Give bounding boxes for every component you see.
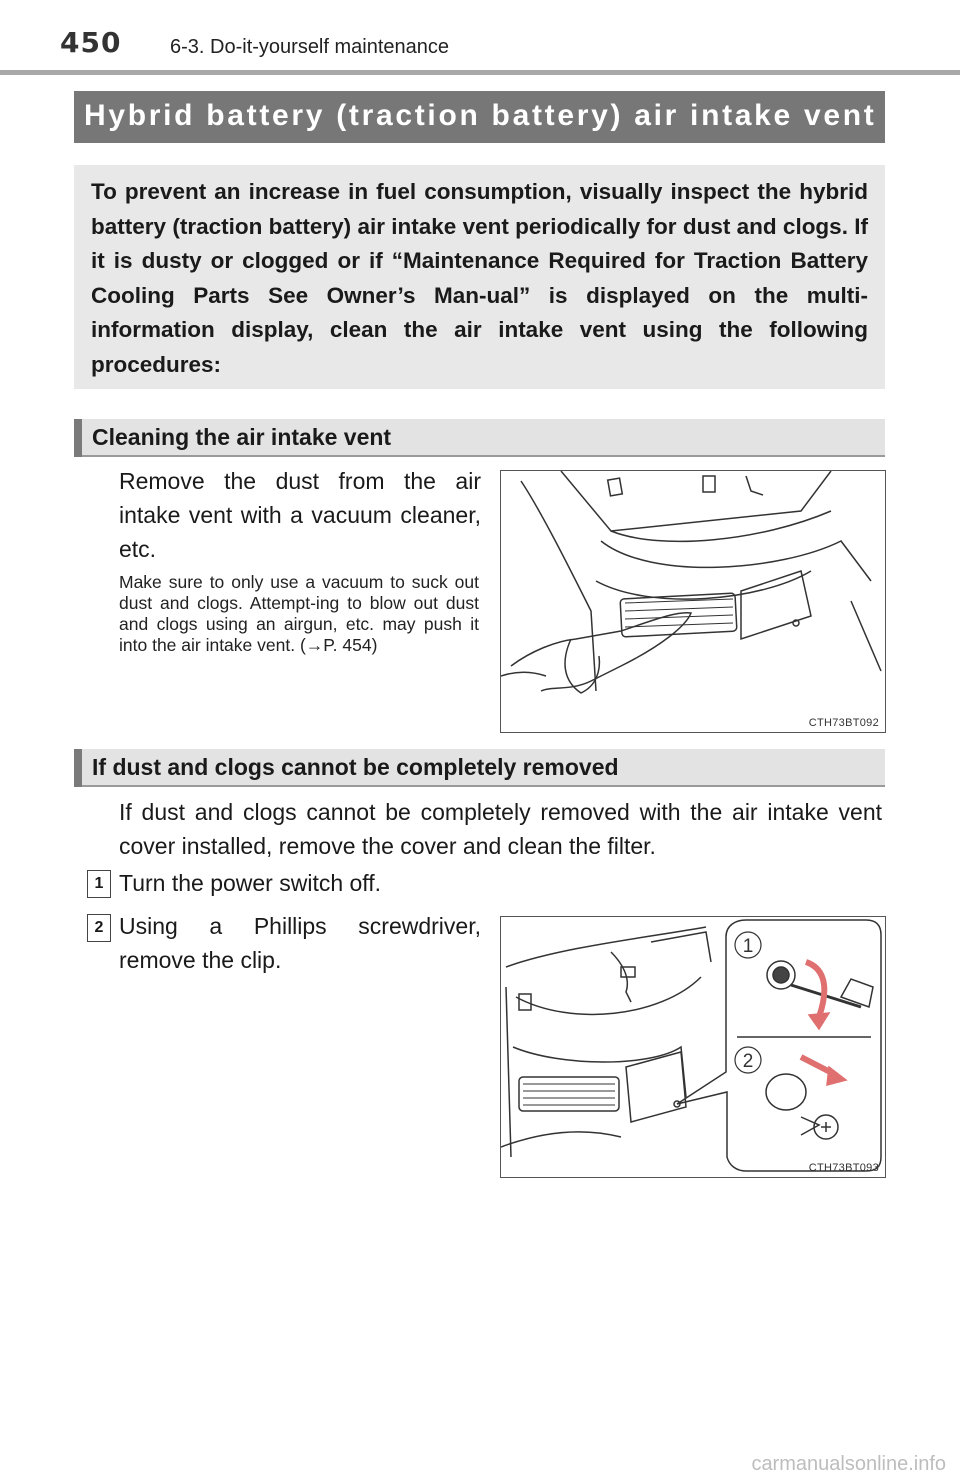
cleaning-body: Remove the dust from the air intake vent with a vacuum cleaner, etc. [119, 468, 481, 562]
figure-code-2: CTH73BT093 [808, 1162, 879, 1174]
callout-2: 2 [742, 1051, 754, 1072]
step-number-2: 2 [87, 914, 111, 942]
intro-box [74, 165, 885, 389]
not-removed-body: If dust and clogs cannot be completely removed with the air intake vent cover installed, remove the cover and clean the filter. [119, 799, 882, 859]
vacuum-cleaning-illustration [501, 471, 884, 731]
subheading-cleaning [74, 419, 885, 457]
intro-text: To prevent an increase in fuel consumption, visually inspect the hybrid battery (traction battery) air intake vent periodically for dust and clogs. If it is dusty or clogged or if “Maintenance Required for Traction Battery Cooling Parts See Owner’s Man-ual” is displayed on the multi-information display, clean the air intake vent using the following procedures: [91, 179, 868, 377]
figure-vacuum-cleaning [500, 470, 886, 733]
footer-watermark: carmanualsonline.info [751, 1453, 946, 1475]
callout-1: 1 [742, 936, 754, 957]
header-divider [0, 70, 960, 75]
step-1 [119, 866, 479, 900]
step-number-1: 1 [87, 870, 111, 898]
subheading-cleaning-label: Cleaning the air intake vent [92, 424, 392, 450]
cleaning-note-text: Make sure to only use a vacuum to suck out dust and clogs. Attempt-ing to blow out dust and clogs using an airgun, etc. may push it into the air intake vent. (→P. 454) [119, 572, 479, 655]
subheading-not-removed-label: If dust and clogs cannot be completely removed [92, 754, 619, 780]
step-2 [119, 909, 481, 977]
subheading-not-removed [74, 749, 885, 787]
not-removed-instruction [119, 795, 882, 863]
figure-code-1: CTH73BT092 [808, 717, 879, 729]
page-number: 450 [60, 26, 122, 59]
step-2-text: Using a Phillips screwdriver, remove the clip. [119, 913, 481, 973]
page-title: Hybrid battery (traction battery) air intake vent [84, 99, 877, 132]
clip-removal-illustration [501, 917, 884, 1176]
page-title-bar [74, 91, 885, 143]
cleaning-instruction [119, 464, 481, 566]
section-breadcrumb: 6-3. Do-it-yourself maintenance [170, 36, 450, 58]
step-1-text: Turn the power switch off. [119, 870, 382, 896]
cleaning-note [119, 572, 479, 656]
figure-clip-removal [500, 916, 886, 1178]
